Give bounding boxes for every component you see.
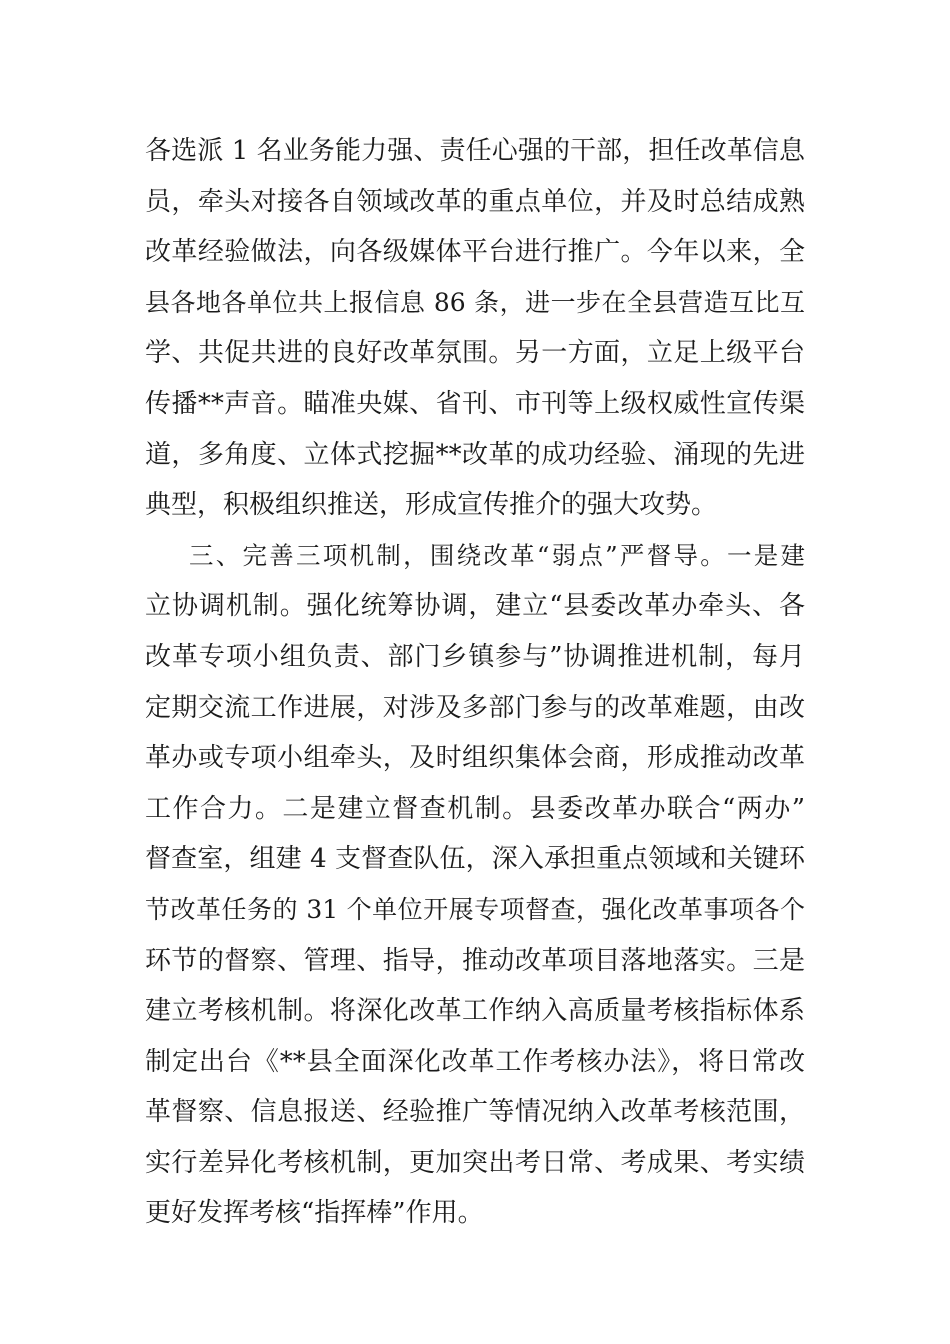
- text-line: 实行差异化考核机制，更加突出考日常、考成果、考实绩: [145, 1147, 805, 1178]
- text-line: 革办或专项小组牵头，及时组织集体会商，形成推动改革: [145, 743, 805, 774]
- text-line: 制定出台《**县全面深化改革工作考核办法》，将日常改: [145, 1046, 805, 1077]
- text-line: 立协调机制。强化统筹协调，建立“县委改革办牵头、各: [145, 591, 805, 622]
- text-line: 环节的督察、管理、指导，推动改革项目落地落实。三是: [145, 945, 805, 976]
- text-line: 改革经验做法，向各级媒体平台进行推广。今年以来，全: [145, 237, 805, 268]
- text-line: 革督察、信息报送、经验推广等情况纳入改革考核范围，: [145, 1097, 805, 1128]
- text-line: 各选派 1 名业务能力强、责任心强的干部，担任改革信息: [145, 136, 805, 166]
- text-line: 员，牵头对接各自领域改革的重点单位，并及时总结成熟: [145, 186, 805, 217]
- section-heading-line: 三、完善三项机制，围绕改革“弱点”严督导。一是建: [189, 540, 805, 570]
- text-line: 工作合力。二是建立督查机制。县委改革办联合“两办”: [145, 793, 805, 824]
- text-line: 学、共促共进的良好改革氛围。另一方面，立足上级平台: [145, 338, 805, 369]
- text-line: 县各地各单位共上报信息 86 条，进一步在全县营造互比互: [145, 287, 805, 317]
- text-line: 传播**声音。瞄准央媒、省刊、市刊等上级权威性宣传渠: [145, 388, 805, 419]
- text-line: 更好发挥考核“指挥棒”作用。: [145, 1198, 484, 1229]
- text-line: 改革专项小组负责、部门乡镇参与”协调推进机制，每月: [145, 641, 805, 672]
- document-body: [145, 126, 805, 1239]
- text-line: 定期交流工作进展，对涉及多部门参与的改革难题，由改: [145, 692, 805, 723]
- text-line: 督查室，组建 4 支督查队伍，深入承担重点领域和关键环: [145, 844, 805, 875]
- text-line: 道，多角度、立体式挖掘**改革的成功经验、涌现的先进: [145, 439, 805, 470]
- text-line: 建立考核机制。将深化改革工作纳入高质量考核指标体系: [145, 996, 805, 1027]
- text-line: 典型，积极组织推送，形成宣传推介的强大攻势。: [145, 490, 718, 521]
- text-line: 节改革任务的 31 个单位开展专项督查，强化改革事项各个: [145, 894, 805, 924]
